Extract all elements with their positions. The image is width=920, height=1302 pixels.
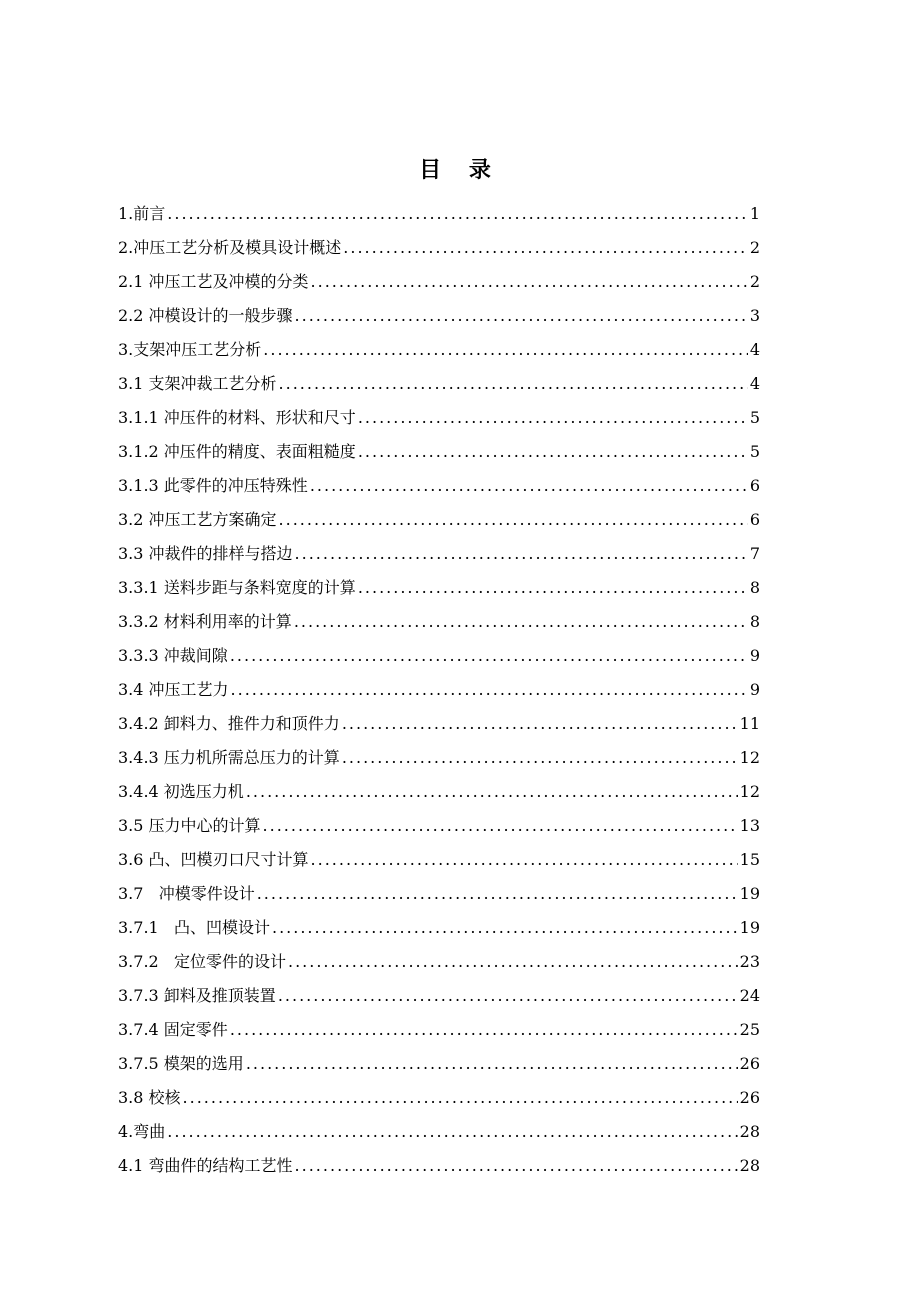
toc-entry [118, 877, 760, 911]
toc-entry [118, 333, 760, 367]
toc-dot-leader [358, 401, 748, 435]
toc-entry [118, 707, 760, 741]
toc-page-number: 24 [739, 986, 760, 1005]
toc-entry [118, 265, 760, 299]
toc-entry [118, 1081, 760, 1115]
toc-entry [118, 1047, 760, 1081]
toc-entry [118, 809, 760, 843]
toc-entry-text: 3.3 冲裁件的排样与搭边 [118, 544, 293, 563]
toc-page-number: 28 [739, 1156, 760, 1175]
toc-page-number: 2 [749, 238, 760, 257]
toc-page-number: 19 [739, 884, 760, 903]
toc-page-number: 19 [739, 918, 760, 937]
toc-dot-leader [343, 231, 748, 265]
toc-list [118, 197, 760, 1183]
toc-dot-leader [342, 741, 738, 775]
toc-page-number: 8 [749, 578, 760, 597]
toc-entry-text: 3.7.1 凸、凹模设计 [118, 918, 270, 937]
toc-entry [118, 843, 760, 877]
toc-page-number: 26 [739, 1054, 760, 1073]
toc-entry-text: 3.4.3 压力机所需总压力的计算 [118, 748, 340, 767]
toc-entry [118, 571, 760, 605]
toc-entry-text: 3.8 校核 [118, 1088, 181, 1107]
toc-entry [118, 299, 760, 333]
toc-page-number: 23 [739, 952, 760, 971]
toc-entry-text: 3.1.2 冲压件的精度、表面粗糙度 [118, 442, 356, 461]
toc-dot-leader [278, 979, 738, 1013]
toc-page-number: 15 [739, 850, 760, 869]
toc-page-number: 11 [739, 714, 760, 733]
toc-entry-text: 2.冲压工艺分析及模具设计概述 [118, 238, 342, 257]
toc-page-number: 25 [739, 1020, 760, 1039]
toc-entry [118, 945, 760, 979]
toc-page-number: 3 [749, 306, 760, 325]
toc-entry-text: 3.7.2 定位零件的设计 [118, 952, 286, 971]
toc-page-number: 5 [749, 408, 760, 427]
toc-dot-leader [246, 1047, 738, 1081]
toc-entry [118, 673, 760, 707]
toc-page-number: 7 [749, 544, 760, 563]
toc-entry [118, 911, 760, 945]
toc-page-number: 9 [749, 680, 760, 699]
toc-entry-text: 3.1 支架冲裁工艺分析 [118, 374, 277, 393]
toc-entry [118, 775, 760, 809]
toc-dot-leader [288, 945, 738, 979]
toc-entry [118, 1115, 760, 1149]
toc-dot-leader [263, 333, 748, 367]
toc-dot-leader [230, 1013, 738, 1047]
toc-entry [118, 435, 760, 469]
toc-page-number: 28 [739, 1122, 760, 1141]
toc-title: 目 录 [419, 158, 501, 183]
toc-entry-text: 2.2 冲模设计的一般步骤 [118, 306, 293, 325]
toc-entry-text: 3.7 冲模零件设计 [118, 884, 255, 903]
toc-page-number: 8 [749, 612, 760, 631]
toc-entry [118, 401, 760, 435]
toc-entry-text: 4.1 弯曲件的结构工艺性 [118, 1156, 293, 1175]
toc-entry-text: 3.3.3 冲裁间隙 [118, 646, 228, 665]
toc-dot-leader [295, 537, 748, 571]
toc-entry-text: 3.3.1 送料步距与条料宽度的计算 [118, 578, 356, 597]
toc-dot-leader [167, 1115, 737, 1149]
toc-dot-leader [311, 843, 738, 877]
toc-page-number: 1 [749, 204, 760, 223]
toc-page-number: 6 [749, 510, 760, 529]
toc-dot-leader [167, 197, 748, 231]
toc-dot-leader [231, 673, 748, 707]
toc-entry [118, 537, 760, 571]
toc-entry-text: 3.7.5 模架的选用 [118, 1054, 244, 1073]
toc-page-number: 2 [749, 272, 760, 291]
toc-dot-leader [295, 1149, 738, 1183]
toc-dot-leader [263, 809, 738, 843]
toc-entry-text: 3.4.2 卸料力、推件力和顶件力 [118, 714, 340, 733]
toc-entry-text: 3.3.2 材料利用率的计算 [118, 612, 292, 631]
toc-entry-text: 3.1.1 冲压件的材料、形状和尺寸 [118, 408, 356, 427]
toc-entry-text: 3.7.3 卸料及推顶装置 [118, 986, 276, 1005]
toc-dot-leader [311, 265, 748, 299]
toc-dot-leader [342, 707, 738, 741]
toc-entry-text: 3.7.4 固定零件 [118, 1020, 228, 1039]
toc-page-number: 13 [739, 816, 760, 835]
toc-page-number: 4 [749, 374, 760, 393]
toc-dot-leader [279, 503, 748, 537]
toc-dot-leader [230, 639, 748, 673]
toc-entry [118, 639, 760, 673]
toc-entry [118, 469, 760, 503]
toc-entry [118, 605, 760, 639]
toc-entry-text: 4.弯曲 [118, 1122, 166, 1141]
toc-entry-text: 3.4 冲压工艺力 [118, 680, 229, 699]
toc-dot-leader [294, 605, 748, 639]
toc-entry [118, 741, 760, 775]
toc-entry [118, 1013, 760, 1047]
toc-page-number: 5 [749, 442, 760, 461]
toc-entry-text: 3.2 冲压工艺方案确定 [118, 510, 277, 529]
toc-page-number: 9 [749, 646, 760, 665]
toc-page-number: 12 [739, 782, 760, 801]
toc-entry [118, 979, 760, 1013]
toc-entry-text: 3.支架冲压工艺分析 [118, 340, 262, 359]
toc-entry-text: 3.1.3 此零件的冲压特殊性 [118, 476, 308, 495]
toc-page-number: 6 [749, 476, 760, 495]
toc-entry [118, 1149, 760, 1183]
toc-page-number: 4 [749, 340, 760, 359]
toc-dot-leader [279, 367, 748, 401]
toc-dot-leader [183, 1081, 738, 1115]
toc-dot-leader [310, 469, 748, 503]
toc-entry [118, 503, 760, 537]
toc-dot-leader [358, 571, 748, 605]
toc-entry-text: 3.6 凸、凹模刃口尺寸计算 [118, 850, 309, 869]
toc-entry [118, 197, 760, 231]
toc-dot-leader [295, 299, 748, 333]
toc-dot-leader [257, 877, 738, 911]
toc-entry-text: 3.4.4 初选压力机 [118, 782, 244, 801]
toc-entry-text: 2.1 冲压工艺及冲模的分类 [118, 272, 309, 291]
toc-entry [118, 367, 760, 401]
toc-page-number: 26 [739, 1088, 760, 1107]
toc-dot-leader [246, 775, 738, 809]
toc-entry-text: 1.前言 [118, 204, 166, 223]
toc-dot-leader [358, 435, 748, 469]
toc-dot-leader [272, 911, 738, 945]
toc-page-number: 12 [739, 748, 760, 767]
toc-entry-text: 3.5 压力中心的计算 [118, 816, 261, 835]
toc-entry [118, 231, 760, 265]
